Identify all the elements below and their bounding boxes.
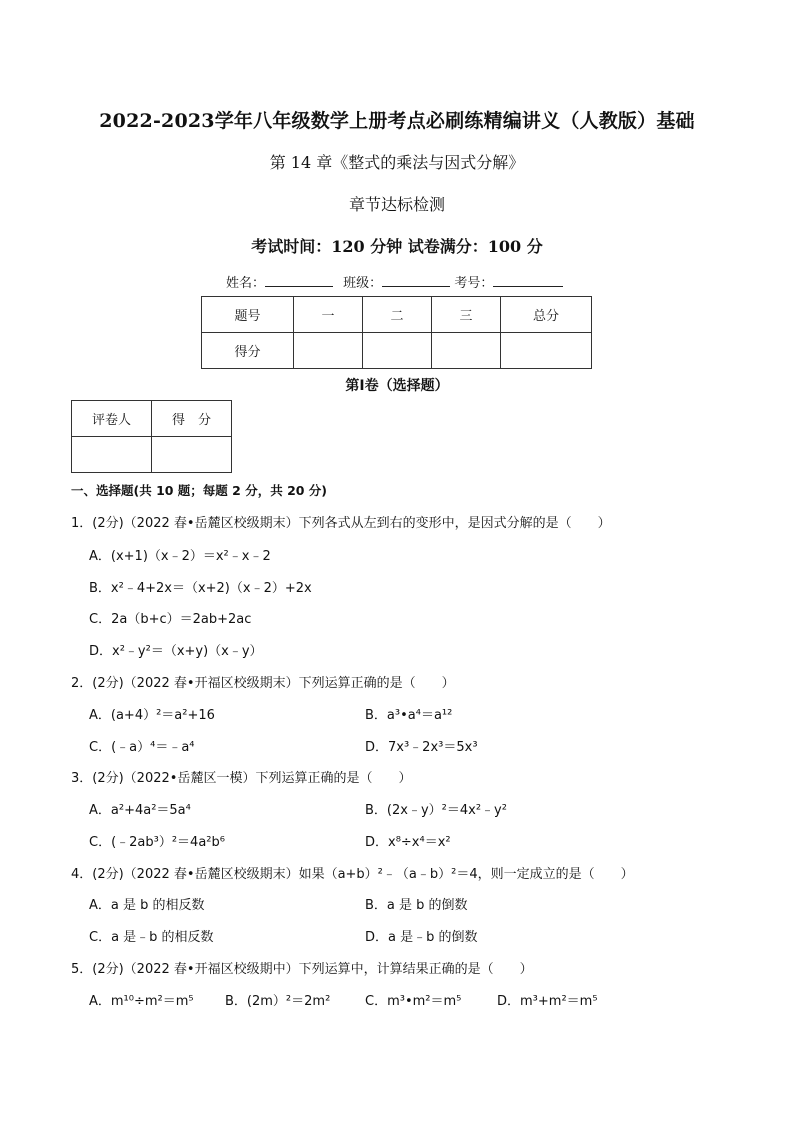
name-blank[interactable] [265,274,333,287]
question-option: C．2a（b+c）＝2ab+2ac [89,612,252,627]
question-stem: 3．(2分)（2022•岳麓区一模）下列运算正确的是（ ） [71,771,412,786]
question-option: A．a 是 b 的相反数 [89,898,205,913]
score-table-header-row [202,297,592,333]
score-header-cell: 三 [432,297,501,333]
number-label: 考号： [454,276,494,291]
score-row-label: 得分 [202,333,294,369]
question-option: D．a 是﹣b 的倒数 [365,930,478,945]
score-header-cell: 题号 [202,297,294,333]
question-option: A．m¹⁰÷m²＝m⁵ [89,994,194,1009]
number-blank[interactable] [493,274,563,287]
class-label: 班级： [343,276,383,291]
document-title: 2022-2023学年八年级数学上册考点必刷练精编讲义（人教版）基础 [99,110,695,132]
score-cell[interactable] [294,333,363,369]
question-option: D．m³+m²＝m⁵ [497,994,598,1009]
question-option: D．x²﹣y²＝（x+y)（x﹣y） [89,644,263,659]
question-option: B．x²﹣4+2x＝（x+2)（x﹣2）+2x [89,581,312,596]
grader-table [71,400,232,473]
question-option: C．(﹣2ab³）²＝4a²b⁶ [89,835,225,850]
question-option: D．x⁸÷x⁴＝x² [365,835,451,850]
score-cell[interactable] [432,333,501,369]
chapter-title: 第 14 章《整式的乘法与因式分解》 [269,153,525,172]
section-title: 第Ⅰ卷（选择题） [345,378,449,394]
question-option: C．m³•m²＝m⁵ [365,994,462,1009]
question-option: A．(x+1)（x﹣2）＝x²﹣x﹣2 [89,549,271,564]
question-stem: 4．(2分)（2022 春•岳麓区校级期末）如果（a+b）²﹣（a﹣b）²＝4，则一定成立的是（ ） [71,867,634,882]
question-option: D．7x³﹣2x³＝5x³ [365,740,478,755]
name-label: 姓名： [226,276,266,291]
score-header-cell: 一 [294,297,363,333]
score-header-cell: 二 [363,297,432,333]
question-option: C．(﹣a）⁴＝﹣a⁴ [89,740,195,755]
grader-score-cell[interactable] [152,437,232,473]
score-table [201,296,592,369]
question-option: B．(2m）²＝2m² [225,994,331,1009]
score-label: 得 分 [152,401,232,437]
section-heading: 一、选择题(共 10 题；每题 2 分，共 20 分) [71,483,328,498]
grader-label: 评卷人 [72,401,152,437]
class-blank[interactable] [382,274,450,287]
question-stem: 5．(2分)（2022 春•开福区校级期中）下列运算中，计算结果正确的是（ ） [71,962,533,977]
question-option: B．a 是 b 的倒数 [365,898,468,913]
grader-value-row [72,437,232,473]
question-option: C．a 是﹣b 的相反数 [89,930,214,945]
question-stem: 1．(2分)（2022 春•岳麓区校级期末）下列各式从左到右的变形中，是因式分解的是（ ） [71,516,611,531]
score-header-cell: 总分 [501,297,592,333]
question-option: B．(2x﹣y）²＝4x²﹣y² [365,803,507,818]
score-table-score-row [202,333,592,369]
question-stem: 2．(2分)（2022 春•开福区校级期末）下列运算正确的是（ ） [71,676,455,691]
document-subtitle: 章节达标检测 [348,195,445,214]
grader-cell[interactable] [72,437,152,473]
score-cell[interactable] [501,333,592,369]
score-cell[interactable] [363,333,432,369]
exam-info: 考试时间：120 分钟 试卷满分：100 分 [251,237,543,256]
grader-header-row [72,401,232,437]
question-option: A．(a+4）²＝a²+16 [89,708,215,723]
question-option: A．a²+4a²＝5a⁴ [89,803,191,818]
student-info-line [226,272,563,291]
question-option: B．a³•a⁴＝a¹² [365,708,453,723]
